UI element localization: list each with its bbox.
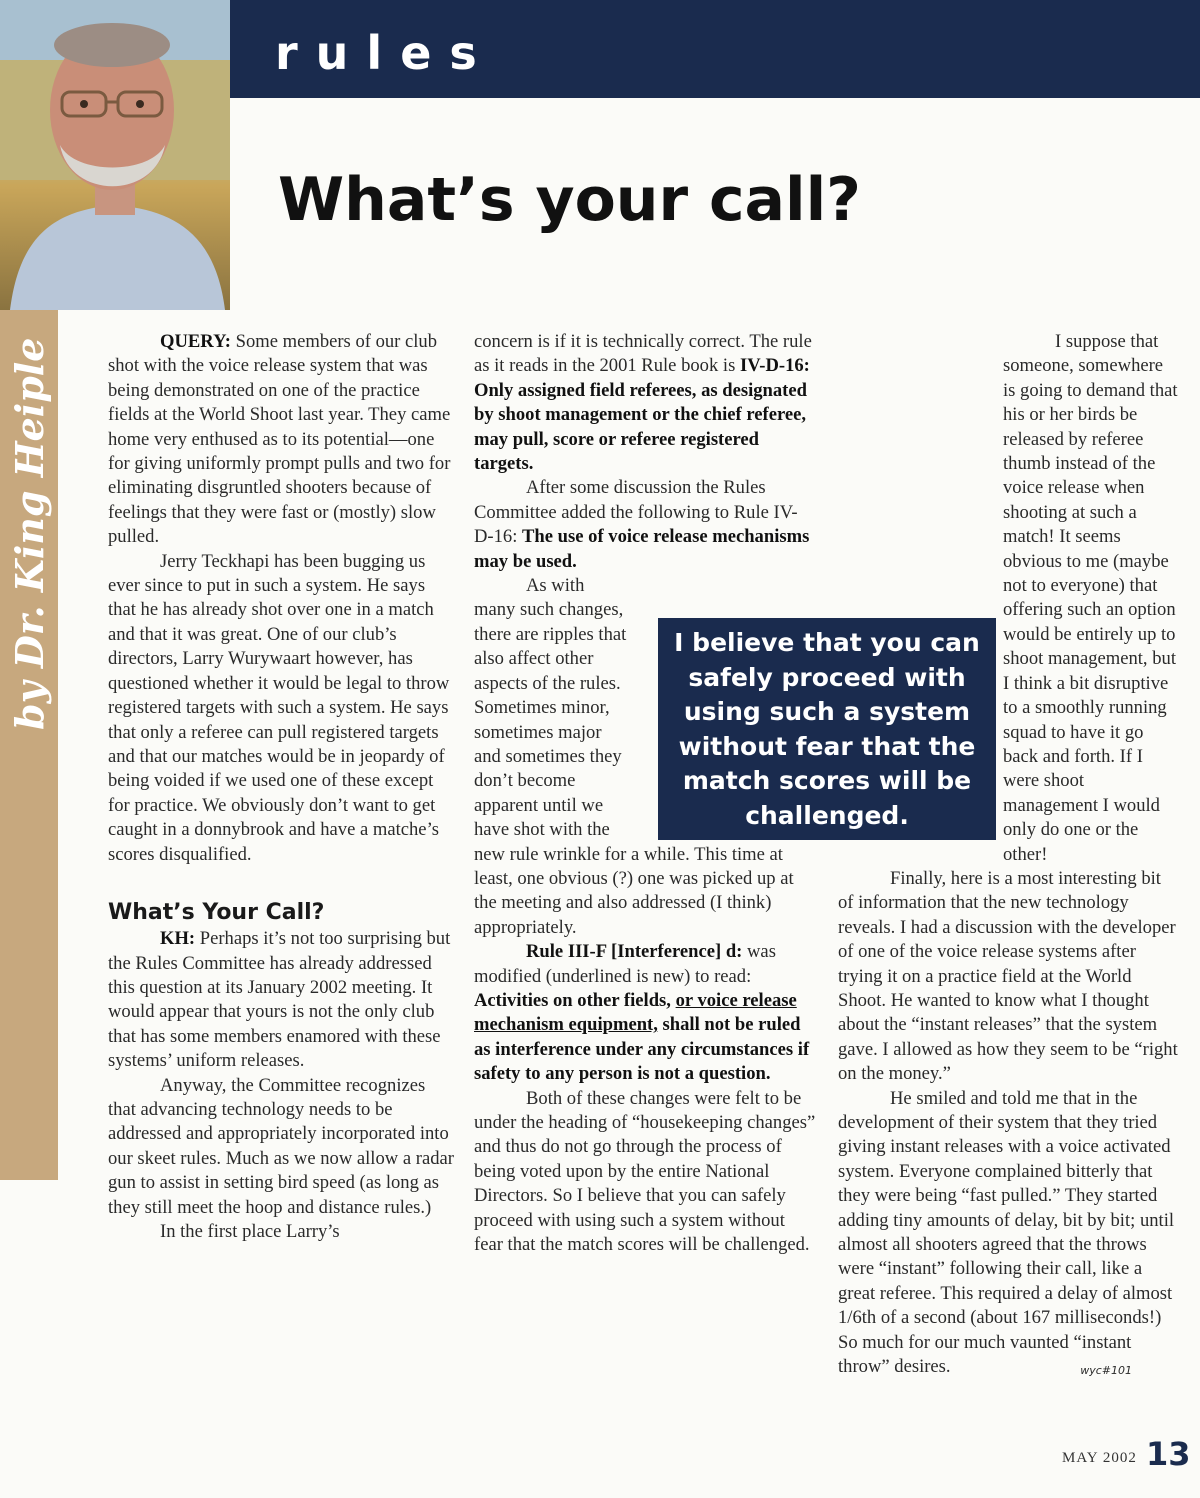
- query-paragraph: [108, 330, 454, 550]
- query-label: QUERY:: [160, 331, 231, 352]
- rule-text: IV-D-16: Only assigned field referees, as designated by shoot management or the chief referee, may pull, score or referee registered targets.: [474, 355, 810, 475]
- body-paragraph: Both of these changes were felt to be under the heading of “housekeeping changes” and thus do not go through the process of being voted upon by the entire National Directors. So I believe that you can safely proceed with using such a system without fear that the match scores will be challenged.: [474, 1087, 816, 1256]
- rule-text-underlined: or voice release mechanism equipment,: [474, 989, 797, 1036]
- rule-heading: Rule III-F [Interference] d:: [526, 941, 743, 963]
- body-paragraph: [474, 476, 816, 574]
- rule-text: The use of voice release mechanisms may be used.: [474, 526, 810, 572]
- answer-paragraph: [108, 927, 454, 1073]
- rule-text: shall not be ruled as interference under any circumstances if safety to any person is not a question.: [474, 1014, 810, 1085]
- pullquote: I believe that you can safely proceed with using such a system without fear that the match scores will be challenged.: [658, 618, 996, 840]
- issue-date: MAY 2002: [1062, 1450, 1137, 1466]
- body-paragraph: Jerry Teckhapi has been bugging us ever since to put in such a system. He says that he has already shot over one in a match and that it was great. One of our club’s directors, Larry Wurywaart however, has questioned whether it would be legal to throw registered targets with such a system. He says that only a referee can pull registered targets and that our matches would be in jeopardy of being voided if we used one of these except for practice. We obviously don’t want to get caught in a donnybrook and have a matche’s scores disqualified.: [108, 550, 450, 865]
- subheading: What’s Your Call?: [108, 899, 325, 925]
- page-number: 13: [1146, 1435, 1191, 1473]
- body-paragraph: As with many such changes, there are ripples that also affect other aspects of the rules. Sometimes minor, sometimes major and sometimes they don’t become apparent until we have shot with the new rule wrinkle for a while. This time at least, one obvious (?) one was picked up at the meeting and also addressed (I think) appropriately.: [474, 575, 794, 938]
- body-text: After some discussion the Rules Committee added the following to Rule IV-D-16:: [474, 477, 798, 548]
- body-text: He smiled and told me that in the development of their system that they tried giving instant releases with a voice activated system. Everyone complained bitterly that they were being “fast pulled.” They started adding tiny amounts of delay, bit by bit; until almost all shooters agreed that the throws were “instant” following their call, like a great referee. This required a delay of almost 1/6th of a second (about 167 milliseconds!) So much for our much vaunted “instant throw” desires.: [838, 1087, 1175, 1378]
- section-label: rules: [275, 26, 495, 80]
- answer-label: KH:: [160, 928, 196, 950]
- column-3: [838, 330, 1180, 1383]
- rule-text: Activities on other fields,: [474, 989, 676, 1011]
- body-paragraph: [838, 1087, 1180, 1380]
- body-paragraph: I suppose that someone, somewhere is going to demand that his or her birds be released by referee thumb instead of the voice release when shooting at such a match! It seems obvious to me (maybe not to everyone) that offering such an option would be entirely up to shoot management, but I think a bit disruptive to a smoothly running squad to have it go back and forth. If I were shoot management I would only do one or the other!: [1003, 331, 1178, 865]
- author-portrait-icon: [0, 0, 230, 310]
- body-paragraph: [474, 940, 816, 1086]
- body-text: concern is if it is technically correct. The rule as it reads in the 2001 Rule book is: [474, 331, 812, 377]
- page-title: What’s your call?: [278, 165, 861, 235]
- body-paragraph: Anyway, the Committee recognizes that advancing technology needs to be addressed and appropriately incorporated into our skeet rules. Much as we now allow a radar gun to assist in setting bird speed (as long as they still meet the hoop and distance rules.): [108, 1074, 454, 1218]
- body-text: was modified (underlined is new) to read:: [474, 941, 776, 987]
- author-portrait-photo: [0, 0, 230, 310]
- column-1: [108, 330, 454, 1244]
- author-byline: by Dr. King Heiple: [7, 337, 52, 730]
- article-tag: wyc#101: [1080, 1364, 1132, 1378]
- body-paragraph: [474, 330, 816, 476]
- answer-text: Perhaps it’s not too surprising but the Rules Committee has already addressed this question at its January 2002 meeting. It would appear that yours is not the only club that has some members enamored with these systems’ uniform releases.: [108, 928, 451, 1072]
- body-paragraph: In the first place Larry’s: [160, 1221, 340, 1242]
- query-text: Some members of our club shot with the voice release system that was being demonstrated on one of the practice fields at the World Shoot last year. They came home very enthused as to its potential—one for giving uniformly prompt pulls and two for eliminating disgruntled shooters because of feelings that they were fast or (mostly) slow pulled.: [108, 331, 451, 548]
- body-paragraph: Finally, here is a most interesting bit of information that the new technology reveals. I had a discussion with the developer of one of the voice release systems after trying it on a practice field at the World Shoot. He wanted to know what I thought about the “instant releases” that the system gave. I allowed as how they seem to be “right on the money.”: [838, 867, 1178, 1085]
